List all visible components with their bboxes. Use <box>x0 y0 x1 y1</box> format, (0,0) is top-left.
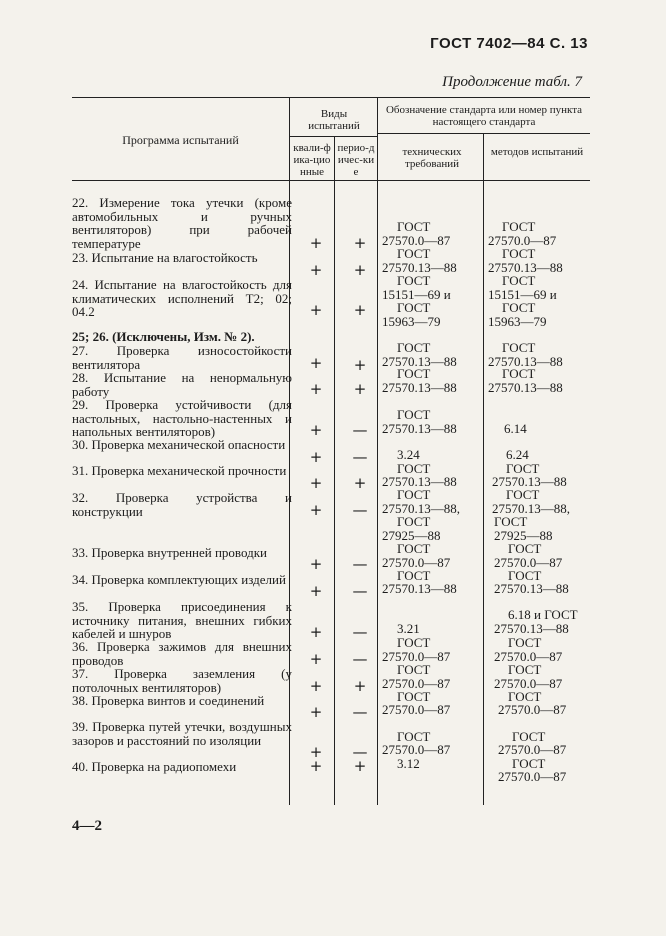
row-37-methods-1: ГОСТ <box>508 662 542 677</box>
row-22-qual: + <box>309 234 323 252</box>
row-40-tech-1: 3.12 <box>397 756 420 771</box>
row-29-tech-2: 27570.13—88 <box>382 421 457 436</box>
row-32-qual: + <box>309 501 323 519</box>
row-39-qual: + <box>309 743 323 761</box>
row-32-methods-1: ГОСТ <box>506 487 540 502</box>
row-37-tech-2: 27570.0—87 <box>382 676 451 691</box>
row-33-period: — <box>352 555 368 573</box>
row-24-tech-4: 15963—79 <box>382 314 441 329</box>
header-bottom-rule <box>72 180 590 181</box>
row-33-methods-1: ГОСТ <box>508 541 542 556</box>
row-39-tech-2: 27570.0—87 <box>382 742 451 757</box>
row-30-methods-1: 6.24 <box>506 447 529 462</box>
row-30-tech-1: 3.24 <box>397 447 420 462</box>
row-33-methods-2: 27570.0—87 <box>494 555 563 570</box>
row-23-methods-1: ГОСТ <box>502 246 536 261</box>
row-40-qual: + <box>309 757 323 775</box>
row-38-methods-1: ГОСТ <box>508 689 542 704</box>
row-35-methods-1: 6.18 и ГОСТ <box>508 607 578 622</box>
row-35-program: 35. Проверка присоединения к источнику питания, внешних гибких кабелей и шнуров <box>72 599 292 641</box>
row-37-program: 37. Проверка заземления (у потолочных вентиляторов) <box>72 666 292 695</box>
row-27-methods-2: 27570.13—88 <box>488 354 563 369</box>
table-top-rule <box>72 97 590 98</box>
row-35-qual: + <box>309 623 323 641</box>
row-24-period: + <box>353 301 367 319</box>
row-24-methods-1: ГОСТ <box>502 273 536 288</box>
header-designation: Обозначение стандарта или номер пункта настоящего стандарта <box>385 104 583 128</box>
row-31-methods-1: ГОСТ <box>506 461 540 476</box>
row-23-qual: + <box>309 261 323 279</box>
row-32-tech-1: ГОСТ <box>397 487 431 502</box>
row-38-tech-1: ГОСТ <box>397 689 431 704</box>
row-27-tech-2: 27570.13—88 <box>382 354 457 369</box>
row-31-period: + <box>353 474 367 492</box>
row-32-period: — <box>352 501 368 519</box>
row-40-program: 40. Проверка на радиопомехи <box>72 759 237 774</box>
row-28-methods-1: ГОСТ <box>502 366 536 381</box>
row-24-methods-3: ГОСТ <box>502 300 536 315</box>
row-30-qual: + <box>309 448 323 466</box>
row-30-program: 30. Проверка механической опасности <box>72 437 286 452</box>
row-29-program: 29. Проверка устойчивости (для настольных, настольно-настенных и напольных вентиляторов) <box>72 397 292 439</box>
row-34-program: 34. Проверка комплектующих изделий <box>72 572 286 587</box>
row-34-qual: + <box>309 582 323 600</box>
row-27-qual: + <box>309 354 323 372</box>
page-header: ГОСТ 7402—84 С. 13 <box>430 35 588 52</box>
col-divider-3 <box>377 97 378 805</box>
row-37-tech-1: ГОСТ <box>397 662 431 677</box>
row-24-tech-2: 15151—69 и <box>382 287 451 302</box>
row-37-methods-2: 27570.0—87 <box>494 676 563 691</box>
row-24-program: 24. Испытание на влагостойкость для климатических исполнений Т2; 02; 04.2 <box>72 277 292 319</box>
row-31-program: 31. Проверка механической прочности <box>72 463 287 478</box>
row-28-tech-2: 27570.13—88 <box>382 380 457 395</box>
row-22-methods-2: 27570.0—87 <box>488 233 557 248</box>
row-33-qual: + <box>309 555 323 573</box>
row-27-period: + <box>353 356 367 374</box>
row-22-tech-1: ГОСТ <box>397 219 431 234</box>
row-36-tech-2: 27570.0—87 <box>382 649 451 664</box>
row-34-methods-2: 27570.13—88 <box>494 581 569 596</box>
row-23-program: 23. Испытание на влагостойкость <box>72 250 258 265</box>
row-31-tech-1: ГОСТ <box>397 461 431 476</box>
row-23-period: + <box>353 261 367 279</box>
header-program: Программа испытаний <box>122 133 239 147</box>
row-32-tech-4: 27925—88 <box>382 528 441 543</box>
row-24-tech-1: ГОСТ <box>397 273 431 288</box>
table-continuation-label: Продолжение табл. 7 <box>442 74 582 90</box>
row-25-26-program: 25; 26. (Исключены, Изм. № 2). <box>72 329 255 344</box>
row-36-methods-1: ГОСТ <box>508 635 542 650</box>
page-footer-number: 4—2 <box>72 818 102 834</box>
row-28-methods-2: 27570.13—88 <box>488 380 563 395</box>
row-38-methods-2: 27570.0—87 <box>498 702 567 717</box>
row-28-program: 28. Испытание на ненормальную работу <box>72 370 292 399</box>
row-28-qual: + <box>309 380 323 398</box>
row-35-tech-1: 3.21 <box>397 621 420 636</box>
row-29-qual: + <box>309 421 323 439</box>
row-22-program: 22. Измерение тока утечки (кроме автомобильных и ручных вентиляторов) при рабочей температуре <box>72 195 292 251</box>
row-24-tech-3: ГОСТ <box>397 300 431 315</box>
row-39-methods-2: 27570.0—87 <box>498 742 567 757</box>
row-23-methods-2: 27570.13—88 <box>488 260 563 275</box>
row-31-methods-2: 27570.13—88 <box>492 474 567 489</box>
row-30-period: — <box>352 448 368 466</box>
row-40-methods-2: 27570.0—87 <box>498 769 567 784</box>
row-36-program: 36. Проверка зажимов для внешних проводов <box>72 639 292 668</box>
row-33-tech-2: 27570.0—87 <box>382 555 451 570</box>
row-27-methods-1: ГОСТ <box>502 340 536 355</box>
row-32-methods-3: ГОСТ <box>494 514 528 529</box>
kinds-divider <box>289 136 377 137</box>
row-36-period: — <box>352 650 368 668</box>
row-24-methods-2: 15151—69 и <box>488 287 557 302</box>
row-34-tech-2: 27570.13—88 <box>382 581 457 596</box>
header-tech: технических требований <box>402 146 462 170</box>
row-27-tech-1: ГОСТ <box>397 340 431 355</box>
row-36-methods-2: 27570.0—87 <box>494 649 563 664</box>
row-32-program: 32. Проверка устройства и конструкции <box>72 490 292 519</box>
row-38-qual: + <box>309 703 323 721</box>
row-29-period: — <box>352 421 368 439</box>
row-37-period: + <box>353 677 367 695</box>
row-23-tech-1: ГОСТ <box>397 246 431 261</box>
row-24-methods-4: 15963—79 <box>488 314 547 329</box>
row-36-tech-1: ГОСТ <box>397 635 431 650</box>
row-28-tech-1: ГОСТ <box>397 366 431 381</box>
row-34-methods-1: ГОСТ <box>508 568 542 583</box>
col-divider-2 <box>334 136 335 805</box>
row-32-methods-2: 27570.13—88, <box>492 501 570 516</box>
header-period: перио-дичес-кие <box>337 142 375 178</box>
row-38-program: 38. Проверка винтов и соединений <box>72 693 265 708</box>
row-34-tech-1: ГОСТ <box>397 568 431 583</box>
row-38-tech-2: 27570.0—87 <box>382 702 451 717</box>
row-39-period: — <box>352 743 368 761</box>
row-39-tech-1: ГОСТ <box>397 729 431 744</box>
row-22-tech-2: 27570.0—87 <box>382 233 451 248</box>
row-29-tech-1: ГОСТ <box>397 407 431 422</box>
row-35-period: — <box>352 623 368 641</box>
row-22-methods-1: ГОСТ <box>502 219 536 234</box>
row-33-program: 33. Проверка внутренней проводки <box>72 545 267 560</box>
row-36-qual: + <box>309 650 323 668</box>
header-methods: методов испытаний <box>490 146 584 158</box>
row-37-qual: + <box>309 677 323 695</box>
row-31-tech-2: 27570.13—88 <box>382 474 457 489</box>
row-27-program: 27. Проверка износостойкости вентилятора <box>72 343 292 372</box>
row-33-tech-1: ГОСТ <box>397 541 431 556</box>
row-38-period: — <box>352 703 368 721</box>
row-29-methods-1: 6.14 <box>504 421 527 436</box>
row-40-methods-1: ГОСТ <box>512 756 546 771</box>
row-32-tech-2: 27570.13—88, <box>382 501 460 516</box>
row-22-period: + <box>353 234 367 252</box>
row-23-tech-2: 27570.13—88 <box>382 260 457 275</box>
row-24-qual: + <box>309 301 323 319</box>
col-divider-4 <box>483 133 484 805</box>
row-35-methods-2: 27570.13—88 <box>494 621 569 636</box>
row-40-period: + <box>353 757 367 775</box>
row-32-methods-4: 27925—88 <box>494 528 553 543</box>
header-kinds: Виды испытаний <box>308 108 360 132</box>
row-34-period: — <box>352 582 368 600</box>
row-39-program: 39. Проверка путей утечки, воздушных зазоров и расстояний по изоляции <box>72 719 292 748</box>
row-32-tech-3: ГОСТ <box>397 514 431 529</box>
row-31-qual: + <box>309 474 323 492</box>
row-28-period: + <box>353 380 367 398</box>
row-39-methods-1: ГОСТ <box>512 729 546 744</box>
header-qual: квали-фика-ционные <box>293 142 331 178</box>
